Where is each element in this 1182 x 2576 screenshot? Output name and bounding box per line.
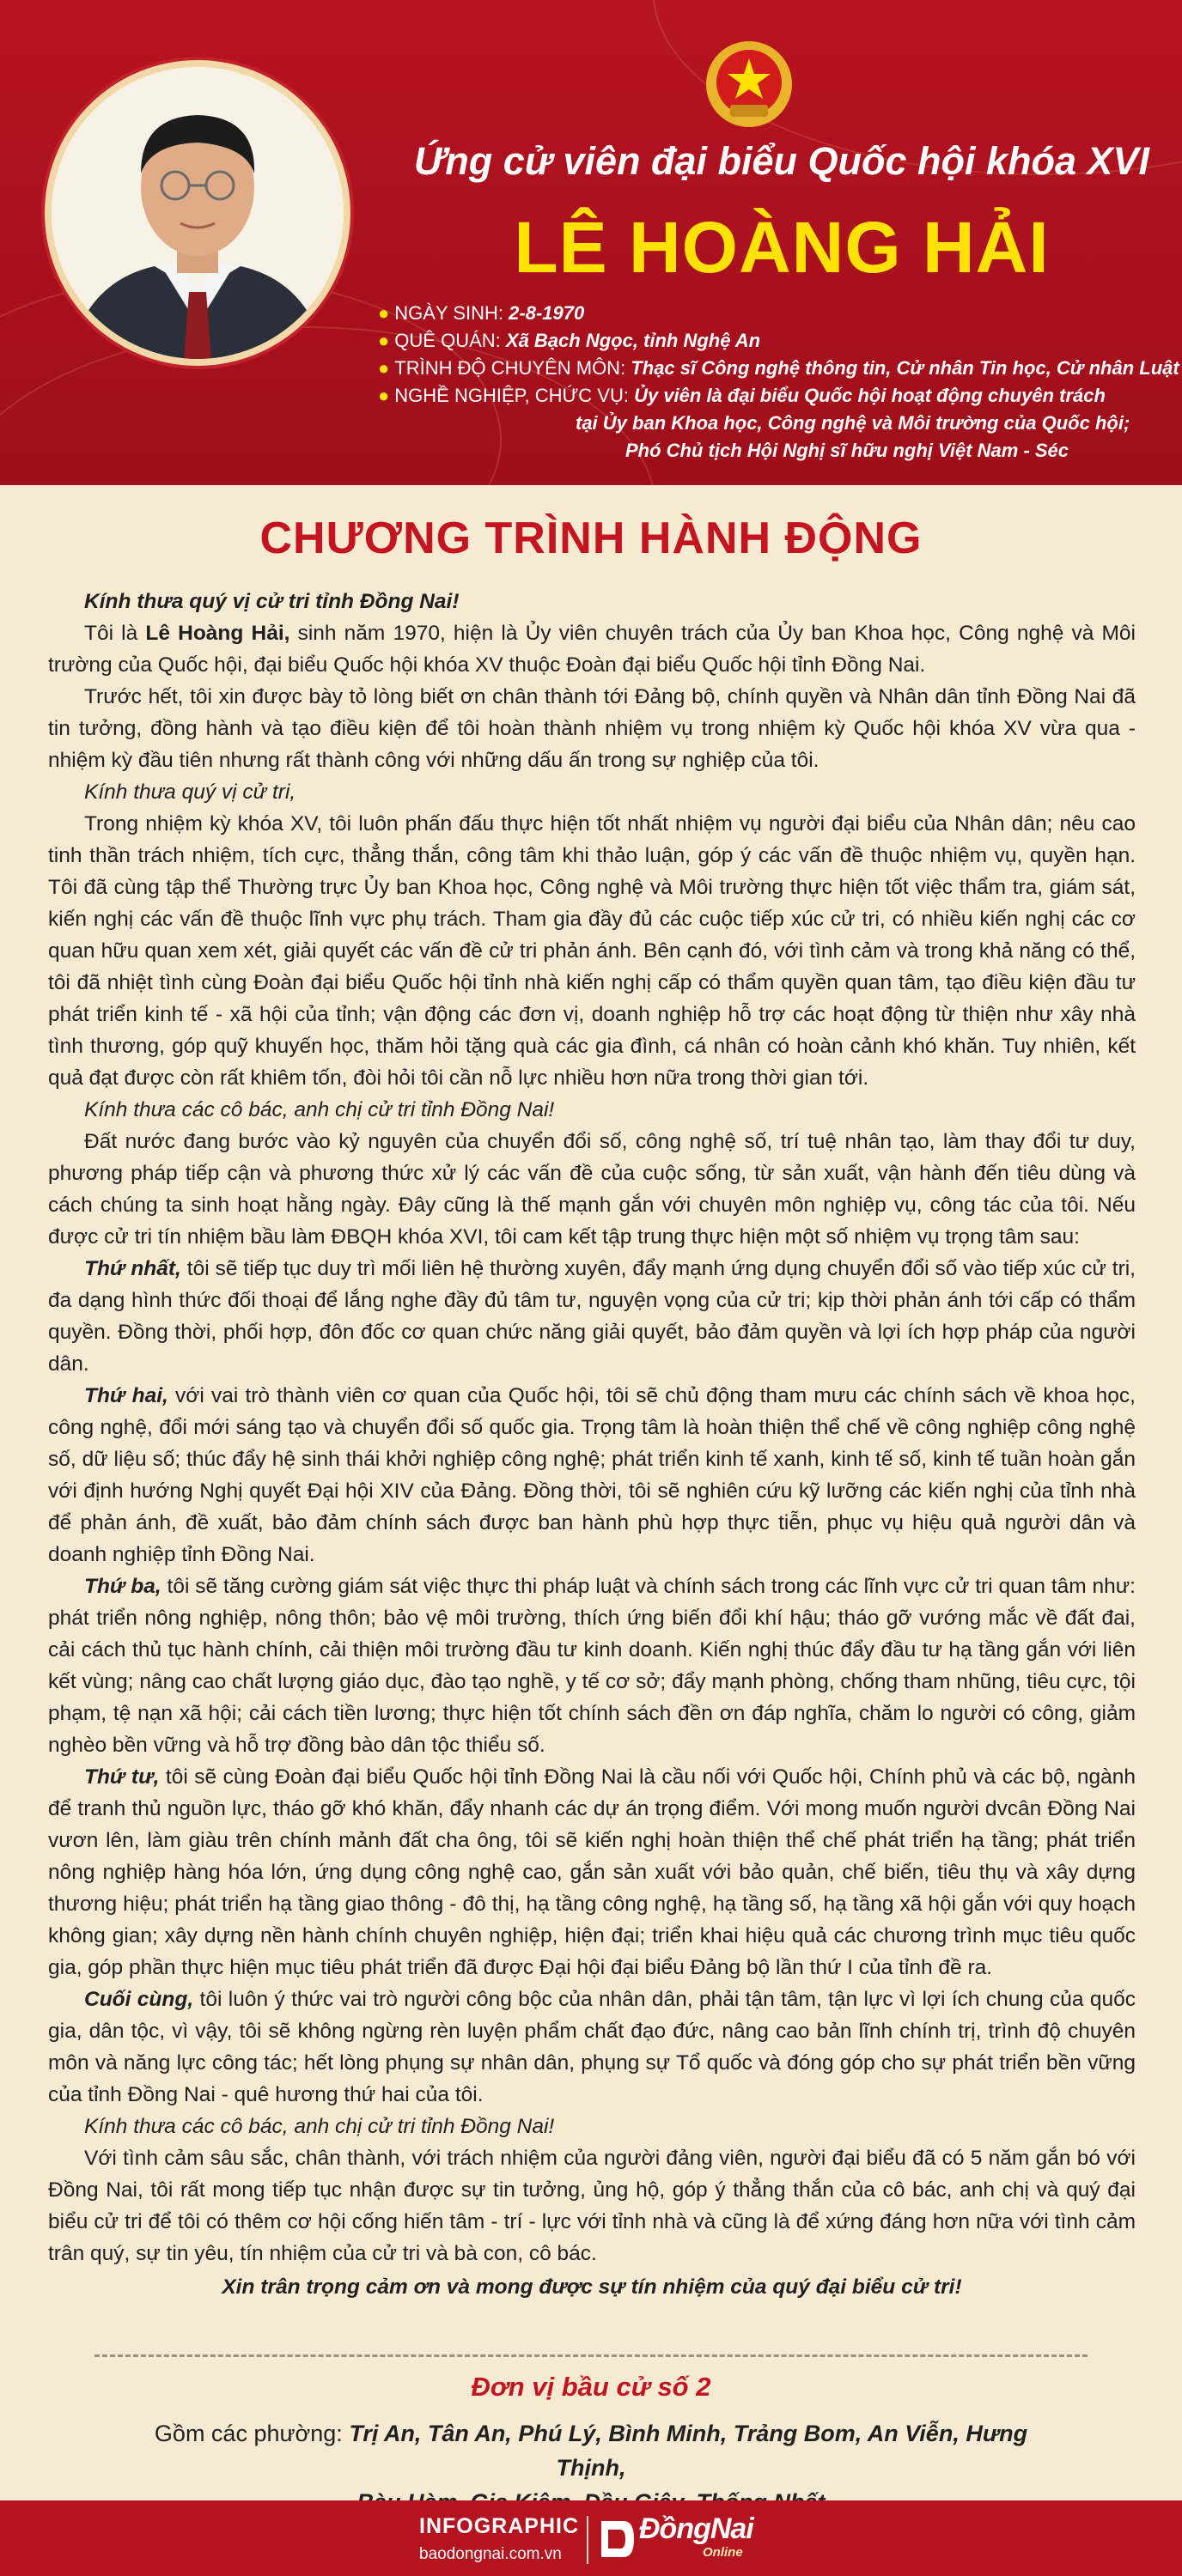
district-wards: Gồm các phường: Trị An, Tân An, Phú Lý, Bình Minh, Trảng Bom, An Viễn, Hưng Thịnh, bbox=[154, 2421, 1028, 2481]
paragraph: Đất nước đang bước vào kỷ nguyên của chuyển đổi số, công nghệ số, trí tuệ nhân tạo, làm thay đổi tư duy, phương pháp tiếp cận và phương thức xử lý các vấn đề của cuộc sống, từ sản xuất, vận hành đến tiêu dùng và cách chúng ta sinh hoạt hằng ngày. Đây cũng là thế mạnh gắn với chuyên môn nghiệp vụ, công tác của tôi. Nếu được cử tri tín nhiệm bầu làm ĐBQH khóa XVI, tôi cam kết tập trung thực hiện một số nhiệm vụ trọng tâm sau: bbox=[48, 1130, 1136, 1249]
paragraph: Trong nhiệm kỳ khóa XV, tôi luôn phấn đấu thực hiện tốt nhất nhiệm vụ người đại biểu của Nhân dân; nêu cao tinh thần trách nhiệm, tích cực, thẳng thắn, công tâm khi thảo luận, góp ý các vấn đề thuộc nhiệm vụ, quyền hạn. Tôi đã cùng tập thể Thường trực Ủy ban Khoa học, Công nghệ và Môi trường thực hiện tốt việc thẩm tra, giám sát, kiến nghị các vấn đề thuộc lĩnh vực phụ trách. Tham gia đầy đủ các cuộc tiếp xúc cử tri, có nhiều kiến nghị các cơ quan hữu quan xem xét, giải quyết các vấn đề cử tri phản ánh. Bên cạnh đó, với tình cảm và trong khả năng có thể, tôi đã nhiệt tình cùng Đoàn đại biểu Quốc hội tỉnh nhà kiến nghị cấp có thẩm quyền quan tâm, tạo điều kiện đầu tư phát triển kinh tế - xã hội của tỉnh; vận động các đơn vị, doanh nghiệp hỗ trợ các hoạt động từ thiện như xây nhà tình thương, góp quỹ khuyến học, thăm hỏi tặng quà các gia đình, cá nhân có hoàn cảnh khó khăn. Tuy nhiên, kết quả đạt được còn rất khiêm tốn, đòi hỏi tôi cần nỗ lực nhiều hơn nữa trong thời gian tới. bbox=[48, 812, 1136, 1090]
brand-logo-text: ĐồngNai bbox=[639, 2512, 753, 2545]
candidate-name: LÊ HOÀNG HẢI bbox=[514, 207, 1050, 288]
greeting: Kính thưa các cô bác, anh chị cử tri tỉnh Đồng Nai! bbox=[84, 2115, 555, 2138]
info-position-cont: Phó Chủ tịch Hội Nghị sĩ hữu nghị Việt Nam - Séc bbox=[625, 440, 1069, 461]
bullet-icon: ● bbox=[378, 330, 390, 351]
bullet-icon: ● bbox=[378, 385, 390, 406]
info-hometown: ● QUÊ QUÁN: Xã Bạch Ngọc, tỉnh Nghệ An bbox=[378, 330, 761, 351]
brand-sub-text: Online bbox=[703, 2545, 743, 2560]
paragraph: Với tình cảm sâu sắc, chân thành, với trách nhiệm của người đảng viên, người đại biểu đã có 5 năm gắn bó với Đồng Nai, tôi rất mong tiếp tục nhận được sự tin tưởng, ủng hộ, góp ý thẳng thắn của cô bác, anh chị và quý đại biểu cử tri để tôi có thêm cơ hội cống hiến tâm - trí - lực với tỉnh nhà và cũng là để xứng đáng hơn nữa với tình cảm trân quý, sự tin yêu, tín nhiệm của cử tri và bà con, cô bác. bbox=[48, 2147, 1136, 2265]
infographic-label: INFOGRAPHIC bbox=[419, 2514, 579, 2538]
bullet-icon: ● bbox=[378, 357, 390, 379]
portrait-image bbox=[52, 67, 344, 359]
candidate-portrait bbox=[45, 60, 350, 366]
salutation: Kính thưa quý vị cử tri tỉnh Đồng Nai! bbox=[84, 590, 460, 613]
dashed-divider bbox=[94, 2354, 1088, 2357]
candidate-info bbox=[378, 300, 1179, 465]
dongnai-logo-icon bbox=[598, 2518, 636, 2561]
program-title: CHƯƠNG TRÌNH HÀNH ĐỘNG bbox=[259, 513, 923, 563]
task-3: Thứ ba, tôi sẽ tăng cường giám sát việc thực thi pháp luật và chính sách trong các lĩnh vực cử tri quan tâm như: phát triển nông nghiệp, nông thôn; bảo vệ môi trường, thích ứng biến đổi khí hậu; tháo gỡ vướng mắc về đất đai, cải cách thủ tục hành chính, cải thiện môi trường đầu tư kinh doanh. Kiến nghị thúc đẩy đầu tư hạ tầng gắn với liên kết vùng; nâng cao chất lượng giáo dục, đào tạo nghề, y tế cơ sở; đẩy mạnh phòng, chống tham nhũng, tiêu cực, tội phạm, tệ nạn xã hội; cải cách tiền lương; thực hiện tốt chính sách đền ơn đáp nghĩa, chăm lo người có công, giảm nghèo bền vững và hỗ trợ đồng bào dân tộc thiểu số. bbox=[48, 1575, 1136, 1757]
task-5: Cuối cùng, tôi luôn ý thức vai trò người công bộc của nhân dân, phải tận tâm, tận lực vì lợi ích chung của quốc gia, dân tộc, vì vậy, tôi sẽ không ngừng rèn luyện phẩm chất đạo đức, nâng cao bản lĩnh chính trị, trình độ chuyên môn và năng lực công tác; hết lòng phụng sự nhân dân, phụng sự Tổ quốc và đóng góp cho sự phát triển bền vững của tỉnh Đồng Nai - quê hương thứ hai của tôi. bbox=[48, 1988, 1136, 2106]
info-education: ● TRÌNH ĐỘ CHUYÊN MÔN: Thạc sĩ Công nghệ thông tin, Cử nhân Tin học, Cử nhân Luật bbox=[378, 357, 1179, 379]
intro-paragraph: Tôi là Lê Hoàng Hải, sinh năm 1970, hiện là Ủy viên chuyên trách của Ủy ban Khoa học, Công nghệ và Môi trường của Quốc hội, đại biểu Quốc hội khóa XV thuộc Đoàn đại biểu Quốc hội tỉnh Đồng Nai. bbox=[48, 622, 1136, 677]
paragraph: Trước hết, tôi xin được bày tỏ lòng biết ơn chân thành tới Đảng bộ, chính quyền và Nhân dân tỉnh Đồng Nai đã tin tưởng, đồng hành và tạo điều kiện để tôi hoàn thành nhiệm vụ trong nhiệm kỳ Quốc hội khóa XV vừa qua - nhiệm kỳ đầu tiên nhưng rất thành công với những dấu ấn trong sự nghiệp của tôi. bbox=[48, 685, 1136, 772]
national-emblem-icon bbox=[704, 39, 794, 129]
bullet-icon: ● bbox=[378, 302, 390, 324]
candidate-name-inline: Lê Hoàng Hải, bbox=[145, 622, 290, 645]
task-4: Thứ tư, tôi sẽ cùng Đoàn đại biểu Quốc hội tỉnh Đồng Nai là cầu nối với Quốc hội, Chính phủ và các bộ, ngành để tranh thủ nguồn lực, tháo gỡ khó khăn, đẩy nhanh các dự án trọng điểm. Với mong muốn người dvcân Đồng Nai vươn lên, làm giàu trên chính mảnh đất cha ông, tôi sẽ kiến nghị hoàn thiện thể chế phát triển hạ tầng; phát triển nông nghiệp hàng hóa lớn, ứng dụng công nghệ cao, gắn sản xuất với bảo quản, chế biến, tiêu thụ và xây dựng thương hiệu; phát triển hạ tầng giao thông - đô thị, hạ tầng công nghệ, hạ tầng số, hạ tầng xã hội gắn với quy hoạch không gian; xây dựng nền hành chính chuyên nghiệp, hiện đại; triển khai hiệu quả các chương trình mục tiêu quốc gia, góp phần thực hiện mục tiêu phát triển đã được Đại hội đại biểu Đảng bộ lần thứ I của tỉnh đề ra. bbox=[48, 1765, 1136, 1979]
site-link[interactable]: baodongnai.com.vn bbox=[419, 2545, 562, 2563]
candidate-subtitle: Ứng cử viên đại biểu Quốc hội khóa XVI bbox=[413, 139, 1150, 183]
greeting: Kính thưa các cô bác, anh chị cử tri tỉnh Đồng Nai! bbox=[84, 1098, 555, 1121]
footer bbox=[0, 2500, 1182, 2576]
district-title: Đơn vị bầu cử số 2 bbox=[471, 2372, 711, 2402]
info-birthdate: ● NGÀY SINH: 2-8-1970 bbox=[378, 302, 585, 324]
closing-line: Xin trân trọng cảm ơn và mong được sự tín nhiệm của quý đại biểu cử tri! bbox=[222, 2275, 962, 2299]
task-2: Thứ hai, với vai trò thành viên cơ quan của Quốc hội, tôi sẽ chủ động tham mưu các chính sách về khoa học, công nghệ, đổi mới sáng tạo và chuyển đổi số quốc gia. Trọng tâm là hoàn thiện thể chế về công nghiệp công nghệ số, dữ liệu số; thúc đẩy hệ sinh thái khởi nghiệp công nghệ; phát triển kinh tế xanh, kinh tế số, kinh tế tuần hoàn gắn với định hướng Nghị quyết Đại hội XIV của Đảng. Đồng thời, tôi sẽ nghiên cứu kỹ lưỡng các kiến nghị của tỉnh nhà để phản ánh, đề xuất, bảo đảm chính sách được ban hành phù hợp thực tiễn, phục vụ hiệu quả người dân và doanh nghiệp tỉnh Đồng Nai. bbox=[48, 1384, 1136, 1566]
footer-separator bbox=[587, 2516, 588, 2564]
info-position-cont: tại Ủy ban Khoa học, Công nghệ và Môi trường của Quốc hội; bbox=[576, 412, 1130, 434]
task-1: Thứ nhất, tôi sẽ tiếp tục duy trì mối liên hệ thường xuyên, đẩy mạnh ứng dụng chuyển đổi số vào tiếp xúc cử tri, đa dạng hình thức đối thoại để lắng nghe đầy đủ tâm tư, nguyện vọng của cử tri; kịp thời phản ánh tới cấp có thẩm quyền. Đồng thời, phối hợp, đôn đốc cơ quan chức năng giải quyết, bảo đảm quyền và lợi ích hợp pháp của người dân. bbox=[48, 1257, 1136, 1376]
info-position: ● NGHỀ NGHIỆP, CHỨC VỤ: Ủy viên là đại biểu Quốc hội hoạt động chuyên trách bbox=[378, 385, 1106, 406]
candidate-header bbox=[0, 0, 1182, 485]
program-body bbox=[48, 586, 1136, 2303]
greeting: Kính thưa quý vị cử tri, bbox=[84, 781, 296, 804]
